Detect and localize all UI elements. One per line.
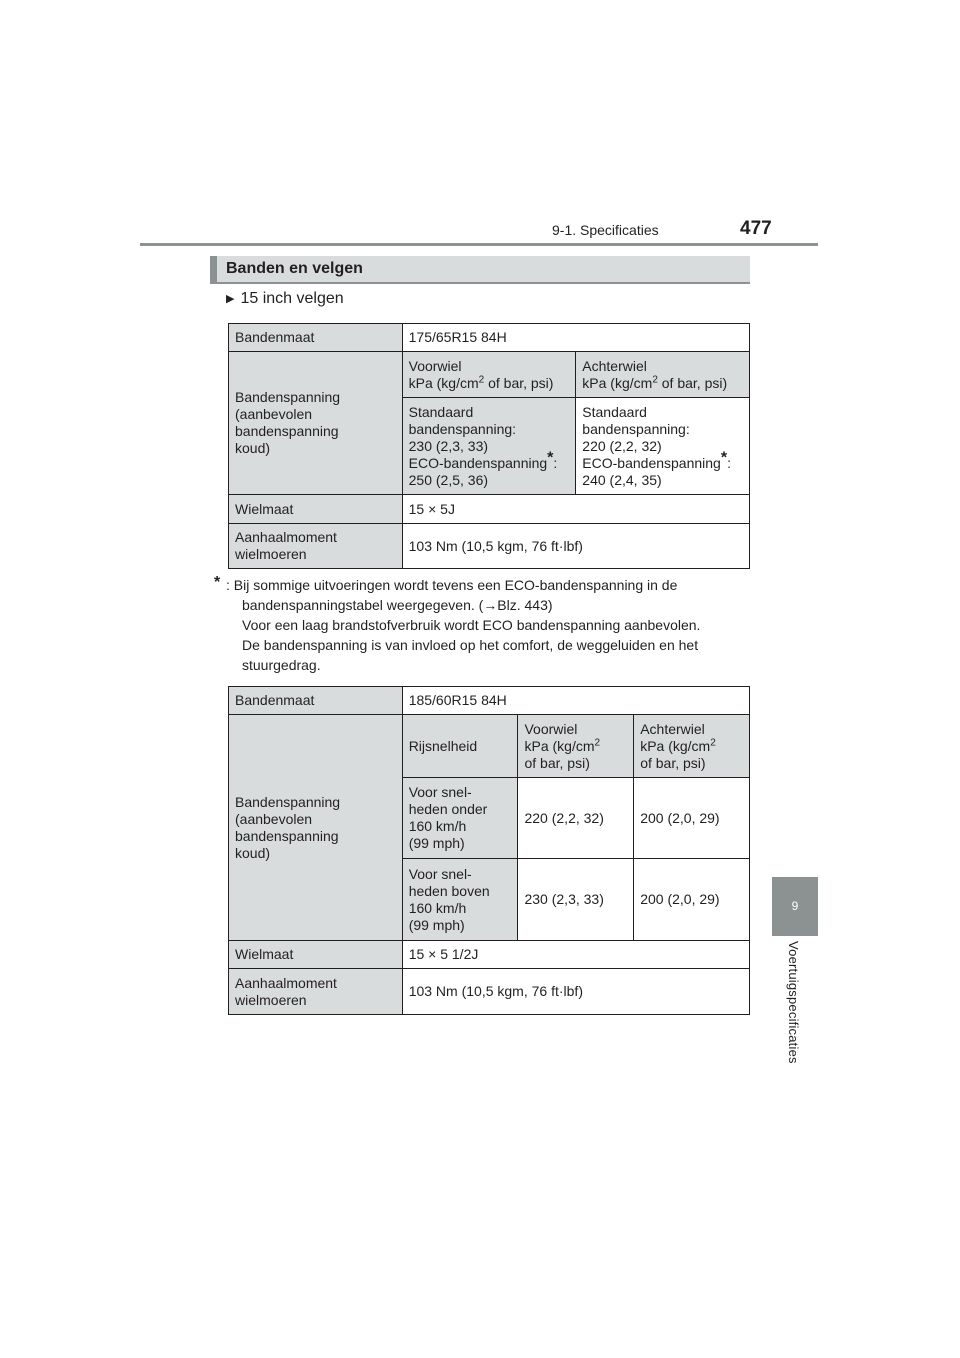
footnote-line: De bandenspanning is van invloed op het comfort, de weggeluiden en het [242, 637, 699, 653]
speed-below-160: Voor snel- heden onder 160 km/h (99 mph) [402, 778, 518, 859]
torque-value: 103 Nm (10,5 kgm, 76 ft·lbf) [402, 969, 749, 1015]
wheel-size-label: Wielmaat [229, 941, 403, 969]
table-row [229, 324, 750, 352]
triangle-bullet-icon: ▶ [226, 293, 235, 305]
table-row [229, 524, 750, 569]
rear-pressure-value: 200 (2,0, 29) [634, 778, 750, 859]
chapter-tab: 9 [772, 877, 818, 936]
rear-wheel-header: Achterwiel kPa ($kg/cm^2$ of bar, psi) [634, 715, 750, 778]
footnote: * : Bij sommige uitvoeringen wordt tevens een ECO-bandenspanning in de bandenspanningstabel weergegeven. (→Blz. 443) Voor een laag brandstofverbruik wordt ECO bandenspanning aanbevolen. De bandenspanning is van invloed op het comfort, de weggeluiden en het stuurgedrag. [214, 575, 748, 675]
table-row [229, 352, 750, 398]
table-row [229, 687, 750, 715]
page-number: 477 [740, 218, 772, 239]
footnote-line: : Bij sommige uitvoeringen wordt tevens een ECO-bandenspanning in de [226, 577, 678, 593]
table-row [229, 495, 750, 524]
rear-pressure-values: Standaard bandenspanning: 220 (2,2, 32) ECO-bandenspanning*: 240 (2,4, 35) [576, 398, 750, 495]
torque-label: Aanhaalmoment wielmoeren [229, 969, 403, 1015]
table-row [229, 715, 750, 778]
subheading [226, 290, 344, 308]
torque-value: 103 Nm (10,5 kgm, 76 ft·lbf) [402, 524, 749, 569]
tire-size-value: 175/65R15 84H [402, 324, 749, 352]
speed-above-160: Voor snel- heden boven 160 km/h (99 mph) [402, 859, 518, 941]
header-section-title: 9-1. Specificaties [552, 222, 659, 238]
wheel-size-label: Wielmaat [229, 495, 403, 524]
speed-header: Rijsnelheid [402, 715, 518, 778]
table-row [229, 969, 750, 1015]
tire-spec-table-1 [228, 323, 750, 569]
wheel-size-value: 15 × 5 1/2J [402, 941, 749, 969]
footnote-line: Voor een laag brandstofverbruik wordt ECO bandenspanning aanbevolen. [242, 617, 701, 633]
chapter-label: Voertuigspecificaties [786, 941, 801, 1064]
wheel-size-value: 15 × 5J [402, 495, 749, 524]
footnote-line: stuurgedrag. [242, 657, 321, 673]
front-pressure-value: 230 (2,3, 33) [518, 859, 634, 941]
rear-pressure-value: 200 (2,0, 29) [634, 859, 750, 941]
footnote-line: bandenspanningstabel weergegeven. (→Blz. 443) [242, 597, 553, 613]
front-wheel-header: Voorwiel kPa ($kg/cm^2$ of bar, psi) [402, 352, 576, 398]
section-title: Banden en velgen [226, 260, 363, 277]
front-pressure-values: Standaard bandenspanning: 230 (2,3, 33) ECO-bandenspanning*: 250 (2,5, 36) [402, 398, 576, 495]
tire-size-value: 185/60R15 84H [402, 687, 749, 715]
tire-pressure-label: Bandenspanning (aanbevolen bandenspanning koud) [229, 715, 403, 941]
front-pressure-value: 220 (2,2, 32) [518, 778, 634, 859]
rear-wheel-header: Achterwiel kPa ($kg/cm^2$ of bar, psi) [576, 352, 750, 398]
table-row [229, 941, 750, 969]
section-accent [210, 256, 217, 282]
tire-spec-table-2 [228, 686, 750, 1015]
section-heading-bar [210, 256, 750, 284]
tire-size-label: Bandenmaat [229, 324, 403, 352]
tire-pressure-label: Bandenspanning (aanbevolen bandenspanning koud) [229, 352, 403, 495]
header-divider [140, 243, 818, 246]
tire-size-label: Bandenmaat [229, 687, 403, 715]
torque-label: Aanhaalmoment wielmoeren [229, 524, 403, 569]
front-wheel-header: Voorwiel kPa ($kg/cm^2$ of bar, psi) [518, 715, 634, 778]
subheading-text: 15 inch velgen [240, 290, 344, 307]
